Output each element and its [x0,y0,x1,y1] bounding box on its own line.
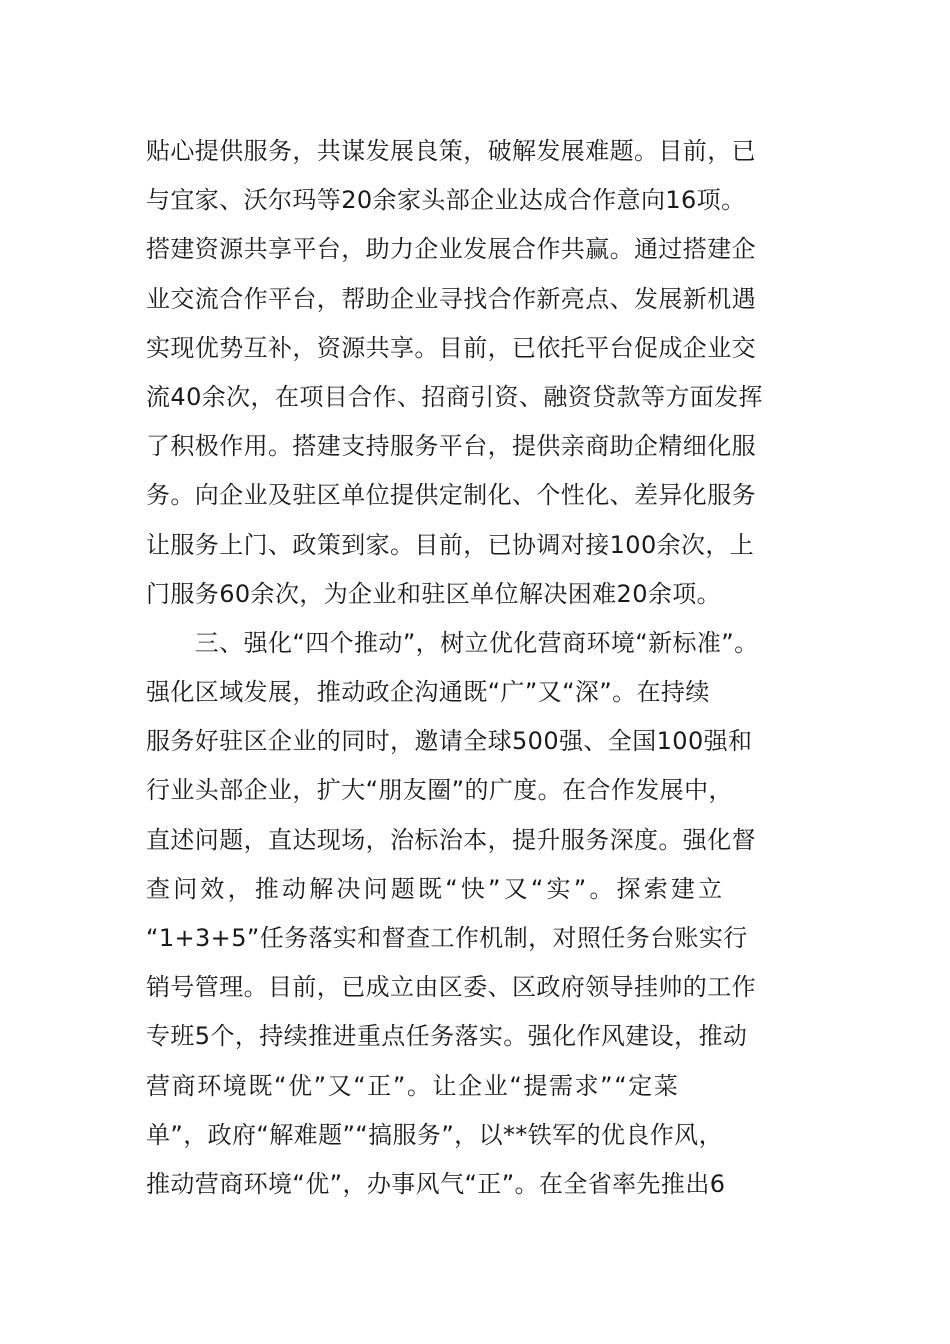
text-line-14: 行业头部企业，扩大“朋友圈”的广度。在合作发展中， [146,776,733,805]
text-line-18: 销号管理。目前，已成立由区委、区政府领导挂帅的工作 [146,973,756,1002]
text-line-6: 流40余次，在项目合作、招商引资、融资贷款等方面发挥 [146,382,763,411]
text-line-4: 业交流合作平台，帮助企业寻找合作新亮点、发展新机遇 [146,284,756,313]
text-line-15: 直述问题，直达现场，治标治本，提升服务深度。强化督 [146,825,756,854]
section-heading-line: 三、强化“四个推动”，树立优化营商环境“新标准”。 [146,628,759,657]
text-line-22: 推动营商环境“优”，办事风气“正”。在全省率先推出6 [146,1169,726,1198]
text-line-10: 门服务60余次，为企业和驻区单位解决困难20余项。 [146,579,722,608]
text-line-21: 单”，政府“解难题”“搞服务”，以**铁军的优良作风， [146,1120,723,1149]
text-line-2: 与宜家、沃尔玛等20余家头部企业达成合作意向16项。 [146,186,746,215]
text-line-17: “1+3+5”任务落实和督查工作机制，对照任务台账实行 [146,924,748,952]
text-line-19: 专班5个，持续推进重点任务落实。强化作风建设，推动 [146,1022,748,1051]
text-line-16: 查问效，推动解决问题既“快”又“实”。探索建立 [146,874,726,903]
text-line-20: 营商环境既“优”又“正”。让企业“提需求”“定菜 [146,1071,680,1100]
text-line-9: 让服务上门、政策到家。目前，已协调对接100余次，上 [146,530,755,559]
text-line-7: 了积极作用。搭建支持服务平台，提供亲商助企精细化服 [146,432,756,461]
text-line-13: 服务好驻区企业的同时，邀请全球500强、全国100强和 [146,727,753,756]
body-text [146,127,836,1209]
text-line-5: 实现优势互补，资源共享。目前，已依托平台促成企业交 [146,333,756,362]
text-line-8: 务。向企业及驻区单位提供定制化、个性化、差异化服务 [146,481,756,510]
text-line-1: 贴心提供服务，共谋发展良策，破解发展难题。目前，已 [146,137,756,165]
text-line-12: 强化区域发展，推动政企沟通既“广”又“深”。在持续 [146,678,710,707]
text-line-3: 搭建资源共享平台，助力企业发展合作共赢。通过搭建企 [146,235,756,264]
